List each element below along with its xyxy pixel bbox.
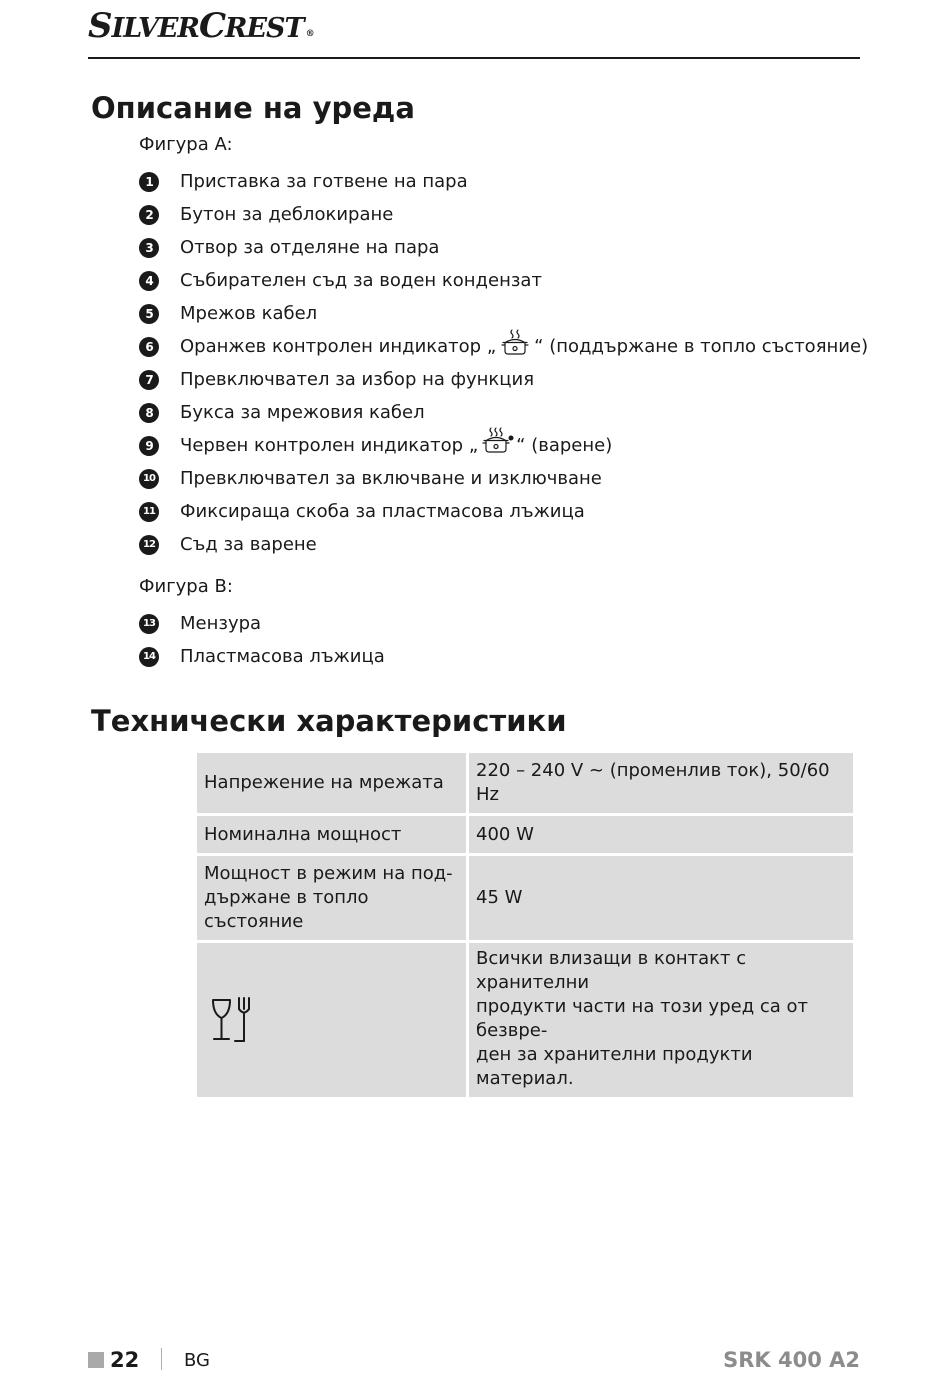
item-text: Съд за варене bbox=[180, 533, 317, 555]
spec-label: Напрежение на мрежата bbox=[196, 752, 468, 815]
brand-letters-rest: REST bbox=[225, 13, 304, 44]
spec-label bbox=[196, 942, 468, 1099]
item-number-badge: 5 bbox=[139, 304, 159, 324]
item-text: Бутон за деблокиране bbox=[180, 203, 394, 225]
list-item bbox=[139, 363, 859, 396]
figure-a-label: Фигура A: bbox=[139, 134, 233, 155]
footer-separator bbox=[161, 1348, 162, 1370]
item-text: Пластмасова лъжица bbox=[180, 645, 385, 667]
item-text-with-icon bbox=[180, 332, 868, 362]
list-item bbox=[139, 231, 859, 264]
brand-letter-s: S bbox=[88, 6, 112, 46]
item-text: Събирателен съд за воден кондензат bbox=[180, 269, 542, 291]
item-text-before: Оранжев контролен индикатор „ bbox=[180, 335, 497, 357]
language-code: BG bbox=[184, 1350, 210, 1371]
spec-label: Номинална мощност bbox=[196, 815, 468, 855]
item-text: Мрежов кабел bbox=[180, 302, 318, 324]
spec-value-line: ден за хранителни продукти материал. bbox=[476, 1044, 753, 1089]
spec-value: 400 W bbox=[468, 815, 855, 855]
item-number-badge: 11 bbox=[139, 502, 159, 522]
parts-list-b bbox=[139, 607, 859, 673]
spec-value-line: продукти части на този уред са от безвре- bbox=[476, 996, 809, 1041]
item-number-badge: 7 bbox=[139, 370, 159, 390]
table-row bbox=[196, 855, 855, 942]
page-footer bbox=[88, 1346, 860, 1374]
item-text-before: Червен контролен индикатор „ bbox=[180, 434, 479, 456]
list-item bbox=[139, 396, 859, 429]
item-number-badge: 14 bbox=[139, 647, 159, 667]
list-item bbox=[139, 264, 859, 297]
list-item bbox=[139, 640, 859, 673]
list-item bbox=[139, 462, 859, 495]
table-row bbox=[196, 752, 855, 815]
brand-letters-ilver: ILVER bbox=[111, 13, 199, 44]
keep-warm-pot-icon bbox=[498, 327, 532, 357]
item-number-badge: 4 bbox=[139, 271, 159, 291]
item-number-badge: 12 bbox=[139, 535, 159, 555]
list-item bbox=[139, 495, 859, 528]
item-text: Мензура bbox=[180, 612, 262, 634]
specs-heading: Технически характеристики bbox=[91, 704, 567, 738]
list-item bbox=[139, 330, 869, 363]
spec-value: 220 – 240 V ~ (променлив ток), 50/60 Hz bbox=[468, 752, 855, 815]
table-row bbox=[196, 942, 855, 1099]
cooking-pot-icon bbox=[480, 426, 514, 456]
item-text: Превключвател за включване и изключване bbox=[180, 467, 602, 489]
spec-label-line: Мощност в режим на под- bbox=[204, 863, 453, 884]
item-number-badge: 2 bbox=[139, 205, 159, 225]
list-item bbox=[139, 297, 859, 330]
list-item bbox=[139, 607, 859, 640]
item-number-badge: 13 bbox=[139, 614, 159, 634]
spec-label bbox=[196, 855, 468, 942]
item-text: Превключвател за избор на функция bbox=[180, 368, 535, 390]
model-number: SRK 400 A2 bbox=[723, 1348, 860, 1372]
item-text-after: “ (поддържане в топло състояние) bbox=[534, 335, 869, 357]
item-text: Отвор за отделяне на пара bbox=[180, 236, 440, 258]
parts-list-a bbox=[139, 165, 869, 561]
list-item bbox=[139, 198, 859, 231]
food-safe-glass-fork-icon bbox=[210, 995, 254, 1045]
item-number-badge: 6 bbox=[139, 337, 159, 357]
list-item bbox=[139, 165, 859, 198]
spec-value-line: Всички влизащи в контакт с хранителни bbox=[476, 948, 747, 993]
spec-label-line: държане в топло състояние bbox=[204, 887, 369, 932]
list-item bbox=[139, 528, 859, 561]
specs-table bbox=[194, 750, 856, 1100]
item-text-after: “ (варене) bbox=[516, 434, 613, 456]
item-text: Приставка за готвене на пара bbox=[180, 170, 468, 192]
item-text-with-icon bbox=[180, 431, 612, 461]
spec-value: 45 W bbox=[468, 855, 855, 942]
registered-mark: ® bbox=[305, 29, 314, 39]
list-item bbox=[139, 429, 859, 462]
page-number: 22 bbox=[110, 1348, 140, 1372]
brand-logo bbox=[88, 6, 314, 49]
description-heading: Описание на уреда bbox=[91, 91, 415, 125]
item-number-badge: 1 bbox=[139, 172, 159, 192]
item-number-badge: 3 bbox=[139, 238, 159, 258]
table-row bbox=[196, 815, 855, 855]
item-text: Букса за мрежовия кабел bbox=[180, 401, 425, 423]
footer-marker-square bbox=[88, 1352, 104, 1368]
item-number-badge: 9 bbox=[139, 436, 159, 456]
brand-letter-c: C bbox=[198, 6, 226, 46]
item-text: Фиксираща скоба за пластмасова лъжица bbox=[180, 500, 585, 522]
item-number-badge: 10 bbox=[139, 469, 159, 489]
spec-value bbox=[468, 942, 855, 1099]
figure-b-label: Фигура B: bbox=[139, 576, 233, 597]
header-rule bbox=[88, 57, 860, 59]
item-number-badge: 8 bbox=[139, 403, 159, 423]
